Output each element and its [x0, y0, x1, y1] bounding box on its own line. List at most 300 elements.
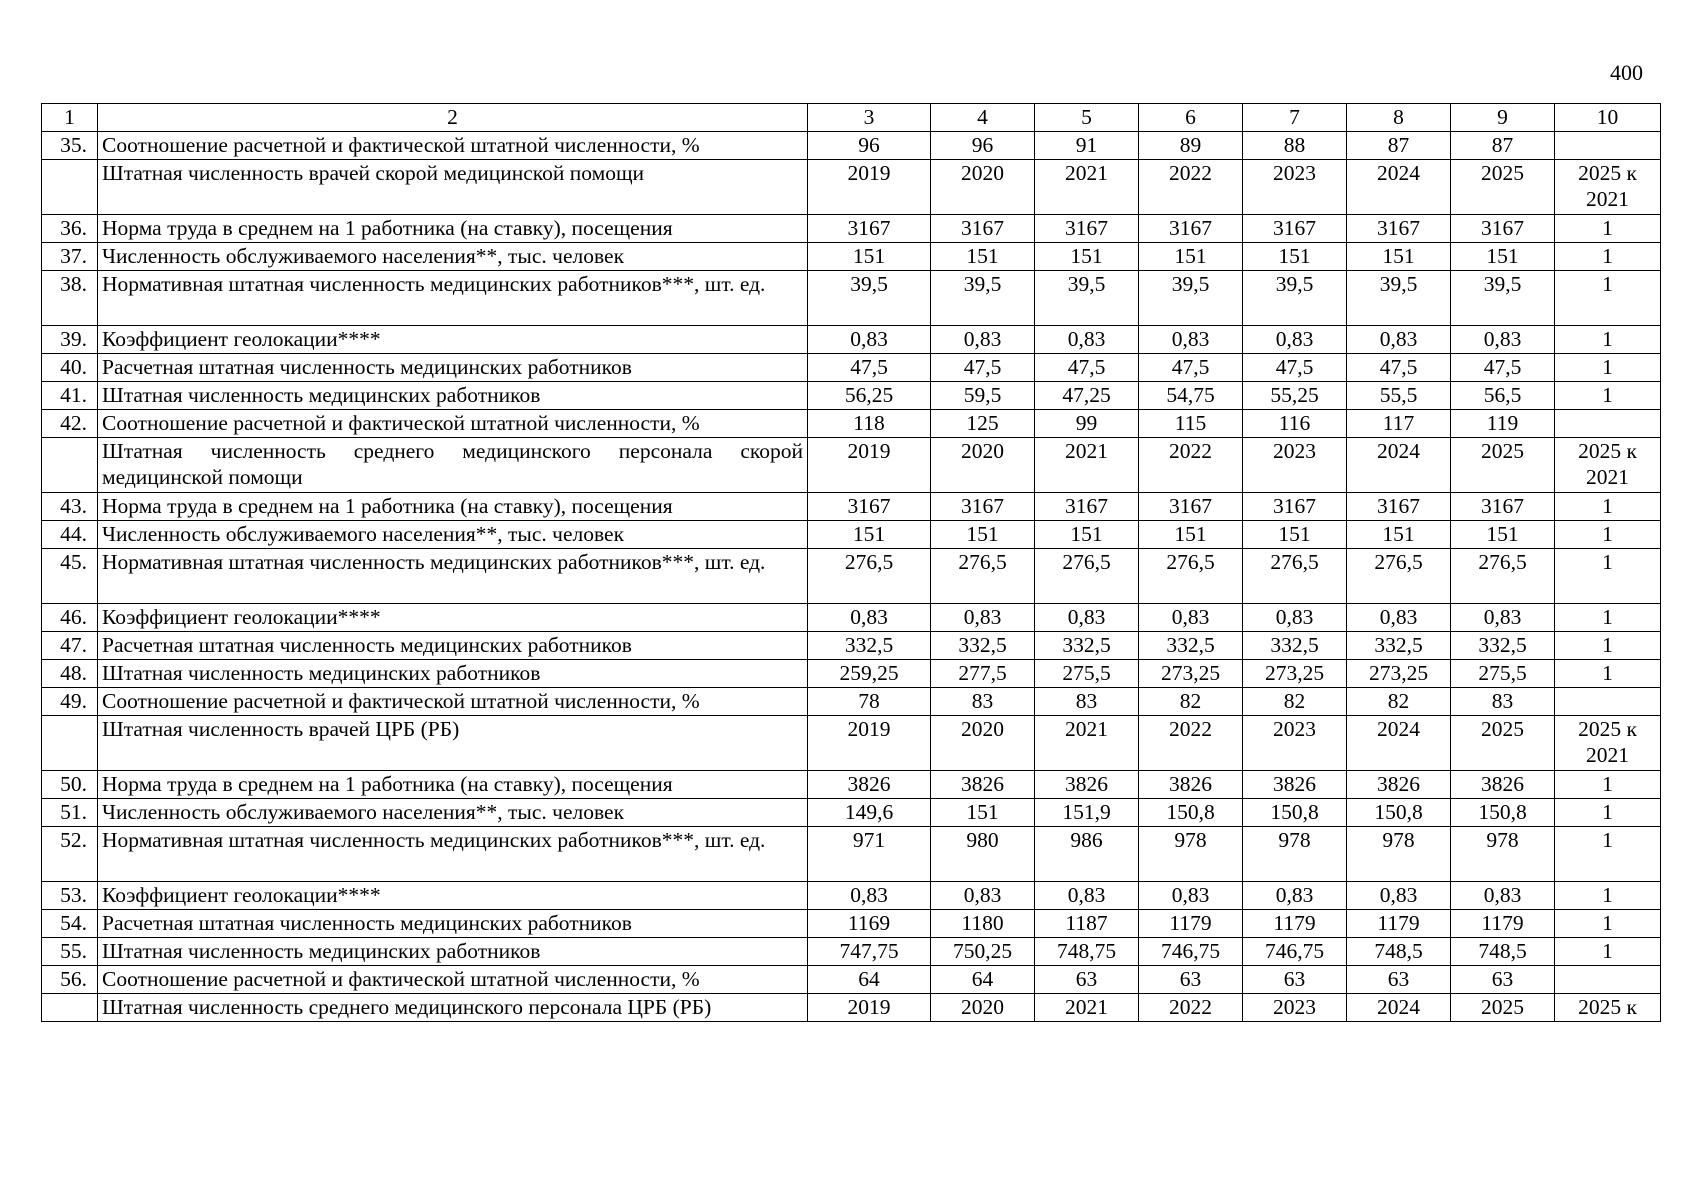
value-cell: 63	[1347, 966, 1451, 994]
value-cell: 1	[1555, 882, 1661, 910]
value-cell: 2021	[1035, 160, 1139, 215]
value-cell: 2020	[931, 716, 1035, 771]
value-cell: 0,83	[1347, 882, 1451, 910]
value-cell: 332,5	[1347, 632, 1451, 660]
row-number: 44.	[42, 521, 98, 549]
table-row	[42, 354, 1661, 382]
value-cell: 0,83	[1035, 882, 1139, 910]
value-cell: 99	[1035, 410, 1139, 438]
row-number: 51.	[42, 799, 98, 827]
row-number: 43.	[42, 493, 98, 521]
table-row	[42, 771, 1661, 799]
row-number: 47.	[42, 632, 98, 660]
value-cell: 3167	[1451, 215, 1555, 243]
value-cell: 2022	[1139, 160, 1243, 215]
row-number: 50.	[42, 771, 98, 799]
row-label: Штатная численность среднего медицинского персонала скорой медицинской помощи	[98, 438, 808, 493]
value-cell	[1555, 132, 1661, 160]
value-cell: 0,83	[1243, 326, 1347, 354]
value-cell: 3167	[808, 215, 931, 243]
value-cell: 59,5	[931, 382, 1035, 410]
page-number: 400	[1610, 60, 1643, 85]
table-row	[42, 799, 1661, 827]
value-cell: 3167	[1347, 215, 1451, 243]
value-cell	[1555, 410, 1661, 438]
row-label: Расчетная штатная численность медицинских работников	[98, 910, 808, 938]
value-cell: 55,25	[1243, 382, 1347, 410]
table-row	[42, 549, 1661, 604]
value-cell: 55,5	[1347, 382, 1451, 410]
value-cell: 47,5	[1347, 354, 1451, 382]
value-cell: 0,83	[1139, 882, 1243, 910]
value-cell	[1555, 966, 1661, 994]
value-cell: 115	[1139, 410, 1243, 438]
value-cell: 0,83	[1139, 326, 1243, 354]
table-row	[42, 716, 1661, 771]
row-label: Норма труда в среднем на 1 работника (на ставку), посещения	[98, 215, 808, 243]
value-cell: 1	[1555, 632, 1661, 660]
table-row	[42, 243, 1661, 271]
column-header: 7	[1243, 104, 1347, 132]
value-cell: 1179	[1451, 910, 1555, 938]
value-cell: 750,25	[931, 938, 1035, 966]
value-cell: 2020	[931, 438, 1035, 493]
value-cell: 3826	[931, 771, 1035, 799]
value-cell: 151	[1035, 521, 1139, 549]
row-number: 46.	[42, 604, 98, 632]
value-cell: 276,5	[1139, 549, 1243, 604]
column-number-row	[42, 104, 1661, 132]
table-row	[42, 938, 1661, 966]
row-label: Нормативная штатная численность медицинских работников***, шт. ед.	[98, 827, 808, 882]
value-cell: 2025	[1451, 438, 1555, 493]
value-cell: 47,25	[1035, 382, 1139, 410]
value-cell: 748,75	[1035, 938, 1139, 966]
table-row	[42, 438, 1661, 493]
value-cell: 2019	[808, 994, 931, 1022]
row-label: Соотношение расчетной и фактической штатной численности, %	[98, 688, 808, 716]
table-row	[42, 271, 1661, 326]
value-cell: 150,8	[1451, 799, 1555, 827]
value-cell: 332,5	[931, 632, 1035, 660]
column-header: 3	[808, 104, 931, 132]
value-cell: 748,5	[1347, 938, 1451, 966]
value-cell: 63	[1035, 966, 1139, 994]
value-cell: 119	[1451, 410, 1555, 438]
value-cell: 1	[1555, 938, 1661, 966]
value-cell: 39,5	[1035, 271, 1139, 326]
value-cell: 149,6	[808, 799, 931, 827]
value-cell: 3167	[1451, 493, 1555, 521]
value-cell: 78	[808, 688, 931, 716]
value-cell: 1	[1555, 354, 1661, 382]
value-cell: 150,8	[1347, 799, 1451, 827]
value-cell: 2021	[1035, 438, 1139, 493]
table-row	[42, 132, 1661, 160]
row-label: Соотношение расчетной и фактической штатной численности, %	[98, 410, 808, 438]
value-cell: 56,5	[1451, 382, 1555, 410]
value-cell: 2025	[1451, 994, 1555, 1022]
row-label: Численность обслуживаемого населения**, тыс. человек	[98, 243, 808, 271]
value-cell: 3167	[1243, 493, 1347, 521]
value-cell: 1	[1555, 549, 1661, 604]
value-cell: 63	[1451, 966, 1555, 994]
value-cell: 91	[1035, 132, 1139, 160]
value-cell: 89	[1139, 132, 1243, 160]
value-cell: 39,5	[1243, 271, 1347, 326]
value-cell: 0,83	[1451, 882, 1555, 910]
row-label: Штатная численность медицинских работников	[98, 382, 808, 410]
value-cell: 151	[1243, 521, 1347, 549]
value-cell: 0,83	[808, 326, 931, 354]
value-cell: 0,83	[1035, 326, 1139, 354]
row-number: 37.	[42, 243, 98, 271]
row-number: 36.	[42, 215, 98, 243]
value-cell: 2025 к	[1555, 994, 1661, 1022]
value-cell: 64	[808, 966, 931, 994]
value-cell: 978	[1139, 827, 1243, 882]
value-cell: 96	[931, 132, 1035, 160]
value-cell: 3826	[1243, 771, 1347, 799]
value-cell: 151	[1243, 243, 1347, 271]
value-cell: 332,5	[808, 632, 931, 660]
value-cell: 117	[1347, 410, 1451, 438]
value-cell: 1179	[1139, 910, 1243, 938]
value-cell: 3167	[808, 493, 931, 521]
value-cell: 83	[931, 688, 1035, 716]
value-cell: 47,5	[931, 354, 1035, 382]
value-cell: 150,8	[1243, 799, 1347, 827]
value-cell: 151	[808, 243, 931, 271]
value-cell: 3167	[1035, 215, 1139, 243]
row-number	[42, 160, 98, 215]
value-cell: 83	[1035, 688, 1139, 716]
row-label: Численность обслуживаемого населения**, тыс. человек	[98, 521, 808, 549]
value-cell: 2019	[808, 160, 931, 215]
value-cell: 332,5	[1139, 632, 1243, 660]
value-cell: 151	[931, 521, 1035, 549]
row-number: 39.	[42, 326, 98, 354]
value-cell: 332,5	[1451, 632, 1555, 660]
value-cell: 0,83	[1139, 604, 1243, 632]
value-cell: 2025	[1451, 716, 1555, 771]
value-cell: 748,5	[1451, 938, 1555, 966]
value-cell: 64	[931, 966, 1035, 994]
value-cell: 0,83	[931, 326, 1035, 354]
value-cell: 978	[1451, 827, 1555, 882]
value-cell: 56,25	[808, 382, 931, 410]
table-row	[42, 521, 1661, 549]
value-cell: 151	[1347, 521, 1451, 549]
value-cell: 151	[931, 799, 1035, 827]
row-number: 54.	[42, 910, 98, 938]
value-cell: 2025 к 2021	[1555, 160, 1661, 215]
value-cell: 1180	[931, 910, 1035, 938]
value-cell: 2025 к 2021	[1555, 438, 1661, 493]
value-cell: 151	[1139, 243, 1243, 271]
value-cell: 2024	[1347, 716, 1451, 771]
value-cell: 1169	[808, 910, 931, 938]
value-cell: 2021	[1035, 994, 1139, 1022]
value-cell: 82	[1347, 688, 1451, 716]
value-cell: 47,5	[1035, 354, 1139, 382]
row-label: Нормативная штатная численность медицинских работников***, шт. ед.	[98, 271, 808, 326]
row-number: 52.	[42, 827, 98, 882]
value-cell: 2024	[1347, 160, 1451, 215]
value-cell: 275,5	[1035, 660, 1139, 688]
value-cell: 151,9	[1035, 799, 1139, 827]
value-cell: 276,5	[1035, 549, 1139, 604]
value-cell: 273,25	[1347, 660, 1451, 688]
value-cell: 1	[1555, 799, 1661, 827]
value-cell: 0,83	[1347, 326, 1451, 354]
value-cell: 971	[808, 827, 931, 882]
value-cell: 746,75	[1139, 938, 1243, 966]
value-cell: 63	[1243, 966, 1347, 994]
value-cell: 39,5	[1139, 271, 1243, 326]
row-number: 45.	[42, 549, 98, 604]
value-cell: 3167	[1139, 215, 1243, 243]
table-row	[42, 493, 1661, 521]
value-cell: 96	[808, 132, 931, 160]
staffing-table	[41, 103, 1661, 1022]
column-header: 1	[42, 104, 98, 132]
value-cell: 3167	[931, 215, 1035, 243]
table-row	[42, 215, 1661, 243]
value-cell: 0,83	[1347, 604, 1451, 632]
value-cell: 3167	[1347, 493, 1451, 521]
value-cell: 3826	[1451, 771, 1555, 799]
row-number: 40.	[42, 354, 98, 382]
value-cell: 39,5	[808, 271, 931, 326]
value-cell: 39,5	[1451, 271, 1555, 326]
value-cell: 276,5	[1451, 549, 1555, 604]
table-row	[42, 410, 1661, 438]
value-cell: 0,83	[1451, 604, 1555, 632]
table-row	[42, 882, 1661, 910]
value-cell: 259,25	[808, 660, 931, 688]
value-cell: 986	[1035, 827, 1139, 882]
value-cell: 1179	[1243, 910, 1347, 938]
row-number: 56.	[42, 966, 98, 994]
value-cell: 1	[1555, 382, 1661, 410]
value-cell: 0,83	[1451, 326, 1555, 354]
table-row	[42, 827, 1661, 882]
value-cell: 978	[1347, 827, 1451, 882]
value-cell: 1	[1555, 326, 1661, 354]
value-cell: 2022	[1139, 994, 1243, 1022]
value-cell: 39,5	[1347, 271, 1451, 326]
row-number: 42.	[42, 410, 98, 438]
column-header: 6	[1139, 104, 1243, 132]
value-cell: 3826	[1347, 771, 1451, 799]
value-cell: 2019	[808, 716, 931, 771]
value-cell: 1	[1555, 910, 1661, 938]
value-cell: 1	[1555, 604, 1661, 632]
row-label: Штатная численность медицинских работников	[98, 660, 808, 688]
value-cell: 2023	[1243, 716, 1347, 771]
value-cell: 273,25	[1243, 660, 1347, 688]
table-row	[42, 382, 1661, 410]
row-number: 55.	[42, 938, 98, 966]
value-cell: 47,5	[1451, 354, 1555, 382]
value-cell: 151	[1451, 243, 1555, 271]
table-body	[42, 104, 1661, 1022]
value-cell: 747,75	[808, 938, 931, 966]
column-header: 5	[1035, 104, 1139, 132]
value-cell	[1555, 688, 1661, 716]
table-row	[42, 910, 1661, 938]
row-number: 48.	[42, 660, 98, 688]
value-cell: 151	[1451, 521, 1555, 549]
value-cell: 273,25	[1139, 660, 1243, 688]
value-cell: 332,5	[1243, 632, 1347, 660]
value-cell: 0,83	[931, 604, 1035, 632]
value-cell: 277,5	[931, 660, 1035, 688]
value-cell: 1	[1555, 493, 1661, 521]
row-label: Норма труда в среднем на 1 работника (на ставку), посещения	[98, 771, 808, 799]
table-row	[42, 994, 1661, 1022]
value-cell: 116	[1243, 410, 1347, 438]
value-cell: 0,83	[808, 882, 931, 910]
table-row	[42, 688, 1661, 716]
value-cell: 2020	[931, 160, 1035, 215]
row-label: Соотношение расчетной и фактической штатной численности, %	[98, 966, 808, 994]
value-cell: 151	[931, 243, 1035, 271]
value-cell: 118	[808, 410, 931, 438]
value-cell: 2025	[1451, 160, 1555, 215]
value-cell: 1	[1555, 521, 1661, 549]
value-cell: 54,75	[1139, 382, 1243, 410]
value-cell: 0,83	[931, 882, 1035, 910]
row-label: Коэффициент геолокации****	[98, 326, 808, 354]
value-cell: 1187	[1035, 910, 1139, 938]
value-cell: 2024	[1347, 994, 1451, 1022]
row-number: 53.	[42, 882, 98, 910]
table-row	[42, 632, 1661, 660]
value-cell: 3826	[808, 771, 931, 799]
value-cell: 332,5	[1035, 632, 1139, 660]
row-number: 38.	[42, 271, 98, 326]
value-cell: 151	[1139, 521, 1243, 549]
row-label: Расчетная штатная численность медицинских работников	[98, 632, 808, 660]
row-number	[42, 994, 98, 1022]
row-label: Соотношение расчетной и фактической штатной численности, %	[98, 132, 808, 160]
column-header: 8	[1347, 104, 1451, 132]
table-row	[42, 604, 1661, 632]
table-row	[42, 660, 1661, 688]
value-cell: 2025 к 2021	[1555, 716, 1661, 771]
row-label: Штатная численность врачей ЦРБ (РБ)	[98, 716, 808, 771]
value-cell: 2020	[931, 994, 1035, 1022]
value-cell: 47,5	[1243, 354, 1347, 382]
value-cell: 276,5	[931, 549, 1035, 604]
value-cell: 150,8	[1139, 799, 1243, 827]
value-cell: 2023	[1243, 994, 1347, 1022]
value-cell: 83	[1451, 688, 1555, 716]
value-cell: 1	[1555, 271, 1661, 326]
value-cell: 3167	[1035, 493, 1139, 521]
value-cell: 3167	[1139, 493, 1243, 521]
value-cell: 980	[931, 827, 1035, 882]
value-cell: 276,5	[808, 549, 931, 604]
row-label: Норма труда в среднем на 1 работника (на ставку), посещения	[98, 493, 808, 521]
row-label: Штатная численность врачей скорой медицинской помощи	[98, 160, 808, 215]
value-cell: 63	[1139, 966, 1243, 994]
row-label: Нормативная штатная численность медицинских работников***, шт. ед.	[98, 549, 808, 604]
value-cell: 87	[1347, 132, 1451, 160]
value-cell: 1	[1555, 215, 1661, 243]
value-cell: 82	[1139, 688, 1243, 716]
value-cell: 2021	[1035, 716, 1139, 771]
table-row	[42, 326, 1661, 354]
value-cell: 3826	[1139, 771, 1243, 799]
row-label: Штатная численность медицинских работников	[98, 938, 808, 966]
value-cell: 0,83	[808, 604, 931, 632]
value-cell: 82	[1243, 688, 1347, 716]
value-cell: 88	[1243, 132, 1347, 160]
value-cell: 87	[1451, 132, 1555, 160]
value-cell: 2022	[1139, 716, 1243, 771]
column-header: 4	[931, 104, 1035, 132]
column-header: 2	[98, 104, 808, 132]
value-cell: 2019	[808, 438, 931, 493]
value-cell: 39,5	[931, 271, 1035, 326]
value-cell: 2023	[1243, 438, 1347, 493]
value-cell: 3167	[1243, 215, 1347, 243]
value-cell: 276,5	[1347, 549, 1451, 604]
value-cell: 151	[1035, 243, 1139, 271]
value-cell: 47,5	[808, 354, 931, 382]
value-cell: 47,5	[1139, 354, 1243, 382]
row-number	[42, 716, 98, 771]
row-label: Коэффициент геолокации****	[98, 882, 808, 910]
column-header: 9	[1451, 104, 1555, 132]
value-cell: 2022	[1139, 438, 1243, 493]
row-number: 49.	[42, 688, 98, 716]
value-cell: 1	[1555, 660, 1661, 688]
value-cell: 2023	[1243, 160, 1347, 215]
value-cell: 275,5	[1451, 660, 1555, 688]
value-cell: 125	[931, 410, 1035, 438]
value-cell: 2024	[1347, 438, 1451, 493]
value-cell: 1	[1555, 771, 1661, 799]
value-cell: 151	[1347, 243, 1451, 271]
value-cell: 0,83	[1243, 882, 1347, 910]
value-cell: 0,83	[1243, 604, 1347, 632]
table-row	[42, 160, 1661, 215]
row-number	[42, 438, 98, 493]
row-label: Штатная численность среднего медицинского персонала ЦРБ (РБ)	[98, 994, 808, 1022]
value-cell: 1179	[1347, 910, 1451, 938]
row-label: Коэффициент геолокации****	[98, 604, 808, 632]
row-number: 35.	[42, 132, 98, 160]
value-cell: 3826	[1035, 771, 1139, 799]
value-cell: 0,83	[1035, 604, 1139, 632]
row-label: Численность обслуживаемого населения**, тыс. человек	[98, 799, 808, 827]
row-label: Расчетная штатная численность медицинских работников	[98, 354, 808, 382]
value-cell: 151	[808, 521, 931, 549]
table-row	[42, 966, 1661, 994]
row-number: 41.	[42, 382, 98, 410]
value-cell: 3167	[931, 493, 1035, 521]
value-cell: 276,5	[1243, 549, 1347, 604]
value-cell: 978	[1243, 827, 1347, 882]
value-cell: 746,75	[1243, 938, 1347, 966]
value-cell: 1	[1555, 827, 1661, 882]
value-cell: 1	[1555, 243, 1661, 271]
column-header: 10	[1555, 104, 1661, 132]
